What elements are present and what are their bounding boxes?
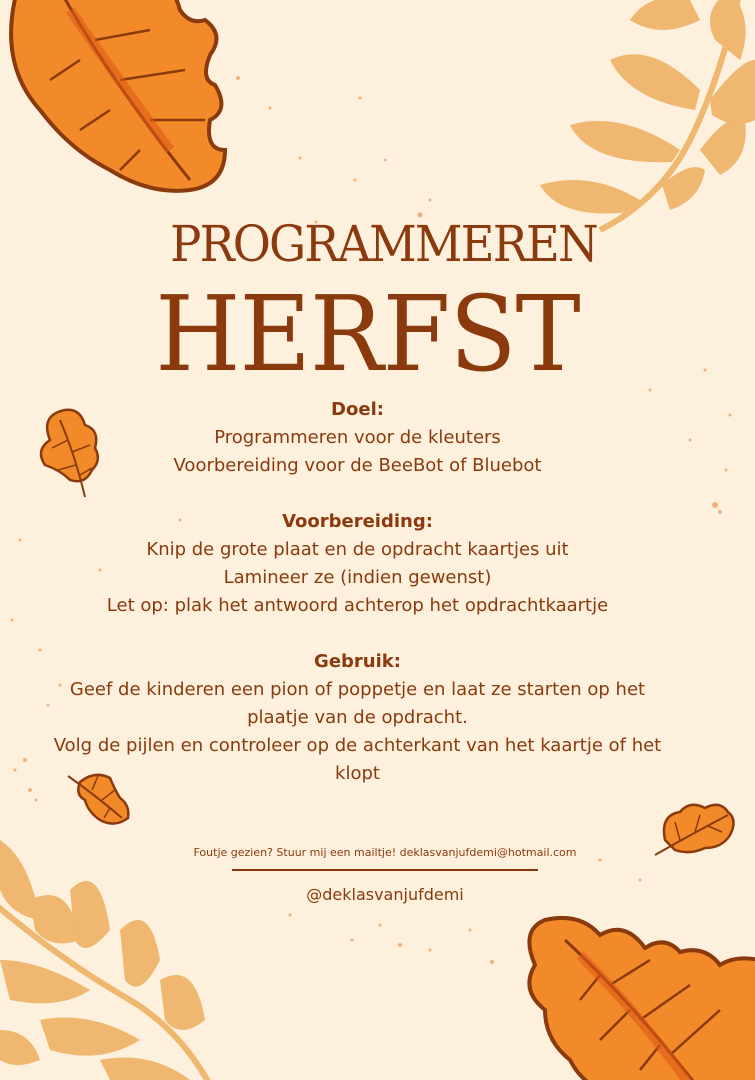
oak-leaf-icon [11, 0, 225, 191]
voorbereiding-line: Lamineer ze (indien gewenst) [223, 567, 492, 588]
gebruik-heading: Gebruik: [314, 651, 401, 672]
title-herfst: HERFST [155, 273, 580, 395]
voorbereiding-line: Knip de grote plaat en de opdracht kaartjes uit [146, 539, 569, 560]
leafy-branch-icon [540, 0, 755, 230]
doel-line: Programmeren voor de kleuters [214, 427, 501, 448]
instructions [0, 396, 715, 788]
doel-line: Voorbereiding voor de BeeBot of Bluebot [173, 455, 542, 476]
divider [232, 869, 538, 871]
spacer [0, 480, 715, 508]
voorbereiding-line: Let op: plak het antwoord achterop het opdrachtkaartje [106, 595, 609, 616]
footer-note: Foutje gezien? Stuur mij een mailtje! deklasvanjufdemi@hotmail.com [193, 846, 577, 859]
leafy-branch-icon [0, 840, 210, 1080]
gebruik-line: Volg de pijlen en controleer op de achterkant van het kaartje of het [53, 735, 662, 756]
oak-leaf-icon [529, 918, 755, 1080]
voorbereiding-heading: Voorbereiding: [282, 511, 433, 532]
doel-heading: Doel: [331, 399, 384, 420]
gebruik-line: klopt [335, 763, 380, 784]
gebruik-line: plaatje van de opdracht. [247, 707, 468, 728]
social-handle: @deklasvanjufdemi [306, 885, 464, 904]
gebruik-line: Geef de kinderen een pion of poppetje en laat ze starten op het [69, 679, 646, 700]
title-programmeren: PROGRAMMEREN [170, 215, 597, 273]
spacer [0, 620, 715, 648]
